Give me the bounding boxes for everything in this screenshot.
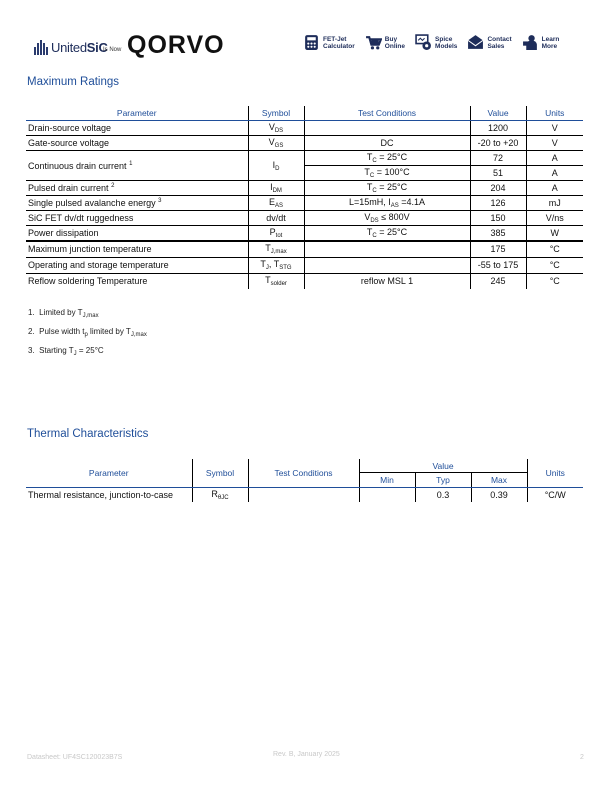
thermal-table	[26, 459, 583, 502]
footnotes	[28, 305, 147, 362]
footer-datasheet: Datasheet: UF4SC120023B7S	[27, 754, 123, 761]
cart-icon	[365, 34, 382, 51]
col-value: Value	[470, 106, 526, 121]
table-row: Power dissipation $P_{tot}$ $T_C = 25^\circ C$ 385 W	[26, 226, 583, 242]
header-links	[303, 34, 559, 51]
table-row: $T_C = 100^\circ C$ 51 A	[26, 166, 583, 181]
unitedsic-bars-icon	[34, 40, 48, 55]
learn-more-link[interactable]: Learn More	[522, 34, 560, 51]
table-row: Maximum junction temperature $T_{J,max}$ 175 °C	[26, 241, 583, 257]
table-row: Thermal resistance, junction-to-case $R_{\theta JC}$ 0.3 0.39 °C/W	[26, 488, 583, 503]
footnote-3: 3. Starting $T_J = 25^\circ C$	[28, 346, 104, 357]
table-row: SiC FET dv/dt ruggedness dv/dt $V_{DS} \le 800V$ 150 V/ns	[26, 211, 583, 226]
calculator-icon	[303, 34, 320, 51]
buy-online-link[interactable]: Buy Online	[365, 34, 405, 51]
footnote-2: 2. Pulse width $t_p$ limited by $T_{J,max}$	[28, 327, 147, 338]
table-row: Drain-source voltage $V_{DS}$ 1200 V	[26, 121, 583, 136]
table-row: Gate-source voltage $V_{GS}$ DC -20 to +20 V	[26, 136, 583, 151]
gear-icon	[415, 34, 432, 51]
person-icon	[522, 34, 539, 51]
fet-jet-calculator-link[interactable]: FET-Jet Calculator	[303, 34, 355, 51]
table-subheader-row: Min Typ Max	[26, 473, 583, 488]
table-row: Operating and storage temperature $T_J$, $T_{STG}$ -55 to 175 °C	[26, 257, 583, 273]
col-parameter: Parameter	[26, 106, 248, 121]
max-ratings-table	[26, 106, 583, 289]
table-header-row: Parameter Symbol Test Conditions Value Units	[26, 459, 583, 473]
footer-revision: Rev. B, January 2025	[273, 751, 340, 758]
footer-page-number: 2	[580, 754, 584, 761]
col-test-conditions: Test Conditions	[304, 106, 470, 121]
thermal-title: Thermal Characteristics	[27, 428, 149, 440]
table-row: Single pulsed avalanche energy $^3$ $E_{AS}$ L=15mH, $I_{AS} =4.1A$ 126 mJ	[26, 196, 583, 211]
is-now-text: Is Now	[103, 47, 122, 53]
table-row: Reflow soldering Temperature $T_{solder}$ reflow MSL 1 245 °C	[26, 273, 583, 289]
table-header-row	[26, 106, 583, 121]
col-symbol: Symbol	[248, 106, 304, 121]
envelope-icon	[467, 34, 484, 51]
unitedsic-logo	[34, 40, 108, 55]
footnote-1: 1. Limited by $T_{J,max}$	[28, 308, 99, 319]
table-row: Pulsed drain current $^2$ $I_{DM}$ $T_C = 25^\circ C$ 204 A	[26, 181, 583, 196]
qorvo-logo: QORVO	[127, 31, 225, 59]
spice-models-link[interactable]: Spice Models	[415, 34, 457, 51]
table-row: Continuous drain current $^1$ $I_D$ $T_C = 25^\circ C$ 72 A	[26, 151, 583, 166]
contact-sales-link[interactable]: Contact Sales	[467, 34, 511, 51]
col-units: Units	[526, 106, 583, 121]
unitedsic-wordmark: UnitedSiC	[51, 40, 108, 55]
max-ratings-title: Maximum Ratings	[27, 76, 120, 88]
